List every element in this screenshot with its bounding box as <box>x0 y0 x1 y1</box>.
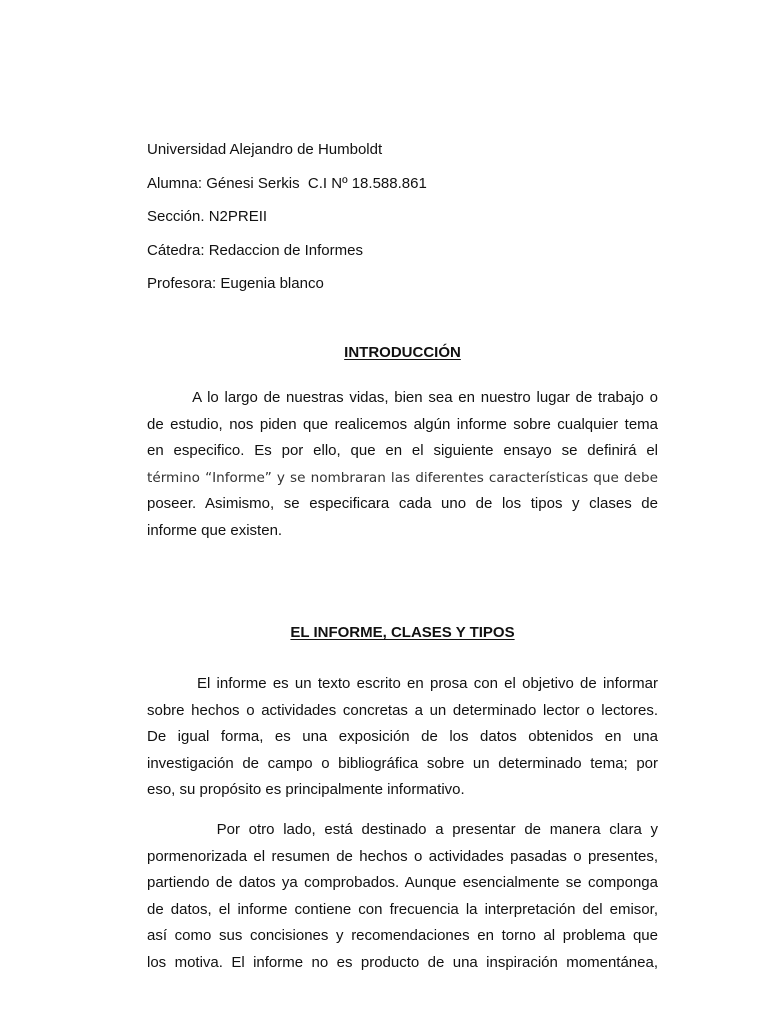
section-line: Sección. N2PREII <box>147 208 268 225</box>
paragraph-line: eso, su propósito es principalmente informativo. <box>147 781 465 798</box>
paragraph-line: partiendo de datos ya comprobados. Aunque esencialmente se componga <box>147 874 658 891</box>
paragraph-line: de datos, el informe contiene con frecuencia la interpretación del emisor, <box>147 900 658 918</box>
intro-line: en especifico. Es por ello, que en el siguiente ensayo se definirá el <box>147 442 658 459</box>
section-heading: EL INFORME, CLASES Y TIPOS <box>290 624 515 641</box>
intro-heading: INTRODUCCIÓN <box>344 344 461 361</box>
paragraph-line: los motiva. El informe no es producto de una inspiración momentánea, <box>147 953 658 971</box>
document-header <box>147 140 667 308</box>
section-paragraph-1 <box>147 671 658 804</box>
intro-line: término “Informe” y se nombraran las diferentes características que debe <box>147 469 658 486</box>
paragraph-line: El informe es un texto escrito en prosa con el objetivo de informar <box>147 675 658 692</box>
intro-line: A lo largo de nuestras vidas, bien sea en nuestro lugar de trabajo o <box>147 389 658 406</box>
paragraph-line: sobre hechos o actividades concretas a un determinado lector o lectores. <box>147 701 658 719</box>
paragraph-line: así como sus concisiones y recomendaciones en torno al problema que <box>147 927 658 944</box>
paragraph-line: pormenorizada el resumen de hechos o actividades pasadas o presentes, <box>147 847 658 865</box>
intro-line: poseer. Asimismo, se especificara cada uno de los tipos y clases de <box>147 495 658 512</box>
intro-line: informe que existen. <box>147 521 283 539</box>
course-line: Cátedra: Redaccion de Informes <box>147 241 363 259</box>
section-paragraph-2 <box>147 817 658 976</box>
student-line: Alumna: Génesi Serkis C.I Nº 18.588.861 <box>147 174 427 192</box>
university-name: Universidad Alejandro de Humboldt <box>147 141 383 158</box>
intro-paragraph <box>147 385 658 544</box>
professor-line: Profesora: Eugenia blanco <box>147 275 324 292</box>
paragraph-line: investigación de campo o bibliográfica sobre un determinado tema; por <box>147 754 658 772</box>
intro-line: de estudio, nos piden que realicemos algún informe sobre cualquier tema <box>147 415 658 433</box>
paragraph-line: De igual forma, es una exposición de los datos obtenidos en una <box>147 728 658 745</box>
paragraph-line: Por otro lado, está destinado a presentar de manera clara y <box>147 821 658 838</box>
